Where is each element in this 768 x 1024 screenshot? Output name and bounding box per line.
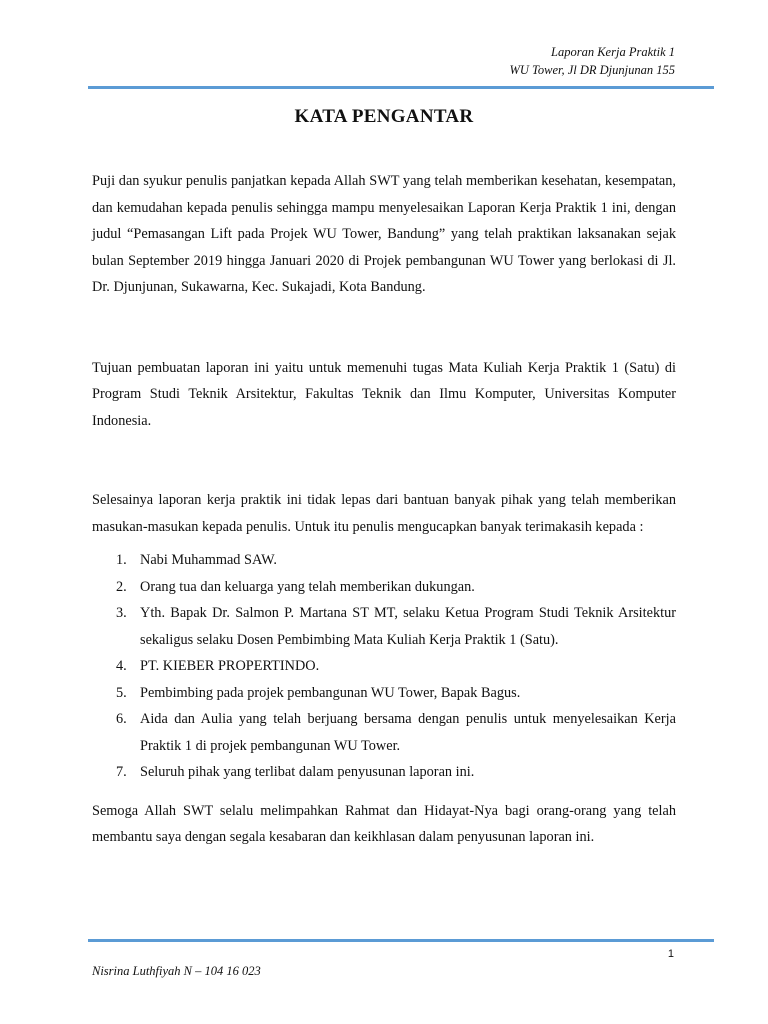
list-text: Aida dan Aulia yang telah berjuang bersama dengan penulis untuk menyelesaikan Kerja Praktik 1 di projek pembangunan WU Tower. [140,711,676,754]
paragraph-opening: Puji dan syukur penulis panjatkan kepada Allah SWT yang telah memberikan kesehatan, kesempatan, dan kemudahan kepada penulis sehingga mampu menyelesaikan Laporan Kerja Praktik 1 ini, dengan judul “Pemasangan Lift pada Projek WU Tower, Bandung” yang telah praktikan laksanakan sejak bulan September 2019 hingga Januari 2020 di Projek pembangunan WU Tower yang berlokasi di Jl. Dr. Djunjunan, Sukawarna, Kec. Sukajadi, Kota Bandung. [92,173,676,295]
list-text: PT. KIEBER PROPERTINDO. [140,658,320,674]
list-text: Nabi Muhammad SAW. [140,552,277,568]
running-header [509,43,675,79]
list-item [92,600,676,653]
header-location: WU Tower, Jl DR Djunjunan 155 [509,63,675,77]
list-item [92,574,676,601]
list-text: Pembimbing pada projek pembangunan WU Tower, Bapak Bagus. [140,684,521,701]
page-body [92,168,676,851]
header-report-title: Laporan Kerja Praktik 1 [551,45,675,59]
page-number: 1 [667,948,674,960]
list-number: 1. [116,552,127,568]
list-item [92,759,676,786]
paragraph-acknowledgement: Selesainya laporan kerja praktik ini tidak lepas dari bantuan banyak pihak yang telah memberikan masukan-masukan kepada penulis. Untuk itu penulis mengucapkan banyak terimakasih kepada : [92,492,676,535]
list-number: 4. [116,658,127,674]
paragraph-closing: Semoga Allah SWT selalu melimpahkan Rahmat dan Hidayat-Nya bagi orang-orang yang telah membantu saya dengan segala kesabaran dan keikhlasan dalam penyusunan laporan ini. [92,802,676,845]
thanks-list [92,547,676,786]
footer-rule [88,939,714,942]
list-item [92,653,676,680]
list-number: 7. [116,764,127,780]
list-item [92,547,676,574]
list-number: 3. [116,605,127,621]
list-number: 5. [116,684,127,701]
list-item [92,680,676,707]
paragraph-purpose: Tujuan pembuatan laporan ini yaitu untuk memenuhi tugas Mata Kuliah Kerja Praktik 1 (Satu) di Program Studi Teknik Arsitektur, Fakultas Teknik dan Ilmu Komputer, Universitas Komputer Indonesia. [92,359,676,429]
list-text: Yth. Bapak Dr. Salmon P. Martana ST MT, selaku Ketua Program Studi Teknik Arsitektur sekaligus selaku Dosen Pembimbing Mata Kuliah Kerja Praktik 1 (Satu). [140,605,676,648]
list-text: Orang tua dan keluarga yang telah memberikan dukungan. [140,578,475,595]
list-item [92,706,676,759]
page-title: KATA PENGANTAR [294,106,474,127]
list-number: 2. [116,578,127,595]
list-text: Seluruh pihak yang terlibat dalam penyusunan laporan ini. [140,764,475,780]
author-footer: Nisrina Luthfiyah N – 104 16 023 [92,964,261,978]
header-rule [88,86,714,89]
list-number: 6. [116,711,127,727]
